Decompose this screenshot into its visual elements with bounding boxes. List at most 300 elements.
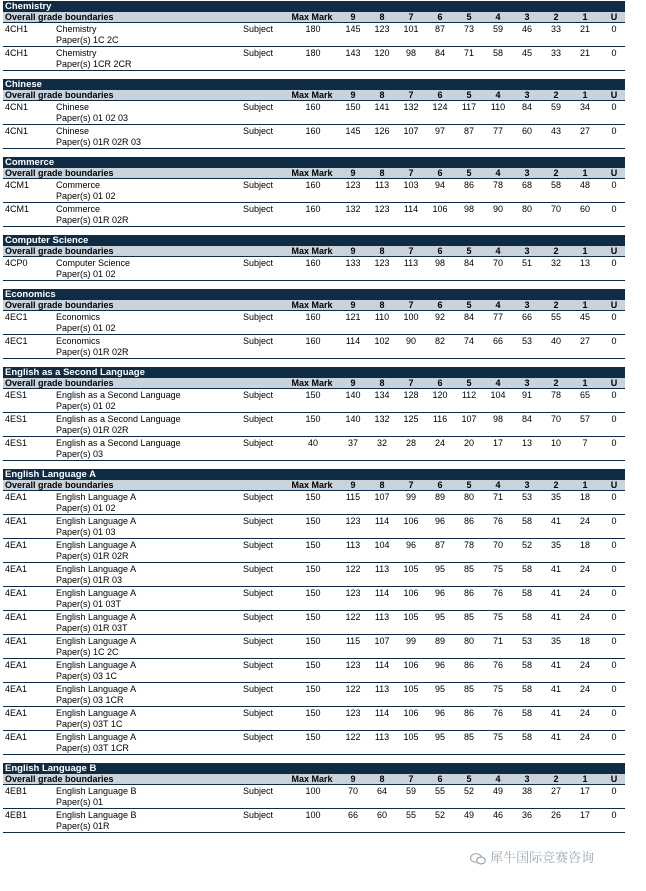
subject-name: Chinese [56, 126, 90, 136]
grade-value: 71 [463, 48, 474, 58]
table-row [3, 335, 625, 359]
max-mark: 100 [305, 786, 321, 796]
level-type: Subject [243, 540, 274, 550]
grade-value: 21 [579, 48, 590, 58]
subject-name-cell [56, 786, 137, 808]
grade-value: 27 [550, 786, 561, 796]
grade-value: 60 [579, 204, 590, 214]
subject-name-cell [56, 126, 141, 148]
grade-value: 48 [579, 180, 590, 190]
subject-section [3, 289, 625, 359]
grade-value: 80 [463, 492, 474, 502]
max-mark: 180 [305, 24, 321, 34]
level-type: Subject [243, 102, 274, 112]
grade-header: 2 [553, 12, 559, 22]
grade-value: 0 [611, 708, 617, 718]
grade-header: 1 [582, 378, 588, 388]
grade-value: 53 [521, 492, 532, 502]
grade-value: 58 [521, 516, 532, 526]
grade-header: 3 [524, 246, 530, 256]
papers: Paper(s) 01R 02R 03 [56, 137, 142, 147]
grade-header: U [610, 168, 618, 178]
table-row [3, 179, 625, 203]
grade-value: 0 [611, 786, 617, 796]
grade-value: 76 [492, 588, 503, 598]
papers: Paper(s) 01 02 [56, 323, 116, 333]
grade-value: 0 [611, 102, 617, 112]
grade-value: 85 [463, 612, 474, 622]
grade-value: 41 [550, 612, 561, 622]
grade-header: U [610, 246, 618, 256]
grade-value: 115 [345, 636, 361, 646]
grade-value: 34 [579, 102, 590, 112]
section-title: Chinese [3, 79, 625, 90]
grade-header: 7 [408, 378, 414, 388]
grade-header: U [610, 300, 618, 310]
grade-value: 124 [432, 102, 448, 112]
grade-value: 86 [463, 180, 474, 190]
grade-value: 53 [521, 636, 532, 646]
grade-value: 32 [550, 258, 561, 268]
grade-header: 2 [553, 774, 559, 784]
grade-boundaries-sheet [3, 1, 625, 841]
grade-header: 8 [379, 246, 385, 256]
overall-label: Overall grade boundaries [5, 774, 114, 784]
subject-name: Economics [56, 312, 101, 322]
grade-value: 113 [374, 612, 390, 622]
grade-value: 27 [579, 126, 590, 136]
grade-header: 4 [495, 168, 501, 178]
grade-value: 95 [434, 684, 445, 694]
papers: Paper(s) 1C 2C [56, 647, 119, 657]
table-row [3, 611, 625, 635]
grade-value: 51 [521, 258, 532, 268]
subject-name: English Language A [56, 588, 137, 598]
grade-value: 36 [521, 810, 532, 820]
level-type: Subject [243, 24, 274, 34]
grade-header: 3 [524, 480, 530, 490]
grade-value: 123 [345, 708, 361, 718]
section-title: English Language A [3, 469, 625, 480]
grade-value: 70 [550, 414, 561, 424]
table-row [3, 413, 625, 437]
grade-value: 132 [403, 102, 419, 112]
grade-value: 96 [434, 516, 445, 526]
subject-name: English Language A [56, 516, 137, 526]
level-type: Subject [243, 516, 274, 526]
table-row [3, 515, 625, 539]
grade-value: 110 [490, 102, 506, 112]
grade-value: 24 [579, 588, 590, 598]
subject-section [3, 469, 625, 755]
grade-value: 33 [550, 48, 561, 58]
watermark-text: 犀牛国际竞赛咨询 [490, 851, 595, 866]
grade-value: 107 [403, 126, 419, 136]
grade-value: 35 [550, 492, 561, 502]
grade-value: 59 [492, 24, 503, 34]
grade-value: 75 [492, 732, 503, 742]
max-mark: 150 [305, 564, 321, 574]
grade-value: 132 [345, 204, 361, 214]
subject-section [3, 1, 625, 71]
grade-value: 105 [403, 612, 419, 622]
grade-header: 7 [408, 168, 414, 178]
papers: Paper(s) 1CR 2CR [56, 59, 132, 69]
max-mark: 150 [305, 732, 321, 742]
grade-value: 52 [521, 540, 532, 550]
grade-value: 0 [611, 48, 617, 58]
grade-header: 5 [466, 168, 472, 178]
grade-header: 8 [379, 12, 385, 22]
grade-header: 4 [495, 90, 501, 100]
papers: Paper(s) 01 02 [56, 401, 116, 411]
grade-header: 4 [495, 378, 501, 388]
grade-value: 0 [611, 660, 617, 670]
grade-value: 76 [492, 516, 503, 526]
grade-value: 84 [463, 312, 474, 322]
table-row [3, 731, 625, 755]
grade-value: 38 [521, 786, 532, 796]
table-row [3, 491, 625, 515]
grade-header: 4 [495, 774, 501, 784]
grade-value: 41 [550, 564, 561, 574]
grade-value: 0 [611, 24, 617, 34]
grade-value: 55 [550, 312, 561, 322]
grade-value: 96 [434, 708, 445, 718]
max-mark: 160 [305, 258, 321, 268]
level-type: Subject [243, 390, 274, 400]
papers: Paper(s) 01 03 [56, 527, 116, 537]
grade-value: 114 [374, 516, 390, 526]
max-mark: 150 [305, 516, 321, 526]
papers: Paper(s) 01 03T [56, 599, 122, 609]
grade-value: 114 [345, 336, 361, 346]
grade-value: 60 [521, 126, 532, 136]
max-mark: 150 [305, 684, 321, 694]
grade-value: 26 [550, 810, 561, 820]
level-type: Subject [243, 660, 274, 670]
grade-value: 18 [579, 636, 590, 646]
grade-value: 24 [579, 732, 590, 742]
grade-value: 77 [492, 312, 503, 322]
grade-value: 125 [403, 414, 419, 424]
grade-value: 70 [492, 540, 503, 550]
table-row [3, 785, 625, 809]
grade-value: 0 [611, 588, 617, 598]
grade-header: 9 [350, 378, 356, 388]
grade-value: 113 [374, 180, 390, 190]
subject-name-cell [56, 660, 136, 682]
subject-name: English as a Second Language [56, 390, 181, 400]
grade-value: 114 [403, 204, 419, 214]
papers: Paper(s) 01R 02R [56, 551, 129, 561]
max-mark: 160 [305, 204, 321, 214]
grade-header: U [610, 774, 618, 784]
grade-value: 98 [405, 48, 416, 58]
overall-label: Overall grade boundaries [5, 246, 114, 256]
subject-section [3, 157, 625, 227]
grade-value: 106 [403, 708, 419, 718]
grade-header: 7 [408, 774, 414, 784]
grade-value: 84 [434, 48, 445, 58]
grade-value: 103 [403, 180, 419, 190]
max-mark: 150 [305, 390, 321, 400]
grade-header: 6 [437, 480, 443, 490]
max-mark: 150 [305, 612, 321, 622]
grade-value: 115 [345, 492, 361, 502]
subject-name: English Language A [56, 636, 137, 646]
spec-code: 4EA1 [5, 588, 28, 598]
max-mark: 100 [305, 810, 321, 820]
grade-value: 84 [521, 414, 532, 424]
max-mark-header: Max Mark [291, 300, 333, 310]
papers: Paper(s) 01R 03 [56, 575, 123, 585]
table-row [3, 659, 625, 683]
grade-value: 92 [434, 312, 445, 322]
subject-name: Commerce [56, 204, 101, 214]
grade-value: 86 [463, 708, 474, 718]
grade-value: 55 [434, 786, 445, 796]
grade-value: 41 [550, 660, 561, 670]
grade-value: 41 [550, 732, 561, 742]
grade-header: 1 [582, 168, 588, 178]
grade-value: 0 [611, 336, 617, 346]
grade-header: 3 [524, 300, 530, 310]
grade-value: 13 [521, 438, 532, 448]
section-title: Commerce [3, 157, 625, 168]
table-row [3, 101, 625, 125]
subject-name-cell [56, 684, 136, 706]
grade-header: U [610, 480, 618, 490]
subject-name: English Language B [56, 786, 137, 796]
grade-header: 7 [408, 480, 414, 490]
grade-header: 6 [437, 246, 443, 256]
grade-value: 0 [611, 516, 617, 526]
grade-header: 8 [379, 480, 385, 490]
subject-name: Economics [56, 336, 101, 346]
grade-value: 46 [492, 810, 503, 820]
max-mark: 150 [305, 588, 321, 598]
grade-value: 58 [521, 660, 532, 670]
grade-value: 99 [405, 636, 416, 646]
grade-header: 9 [350, 168, 356, 178]
grade-value: 117 [461, 102, 477, 112]
grade-value: 0 [611, 180, 617, 190]
grade-value: 145 [345, 126, 361, 136]
subject-section [3, 235, 625, 281]
level-type: Subject [243, 312, 274, 322]
grade-value: 0 [611, 684, 617, 694]
max-mark: 160 [305, 126, 321, 136]
table-row [3, 683, 625, 707]
grade-value: 145 [345, 24, 361, 34]
grade-header: 7 [408, 12, 414, 22]
max-mark: 160 [305, 180, 321, 190]
table-row [3, 563, 625, 587]
grade-value: 140 [345, 414, 361, 424]
grade-value: 97 [434, 126, 445, 136]
subject-name-cell [56, 564, 136, 586]
grade-value: 104 [374, 540, 390, 550]
grade-value: 95 [434, 732, 445, 742]
grade-value: 75 [492, 612, 503, 622]
grade-header: 6 [437, 12, 443, 22]
grade-value: 46 [521, 24, 532, 34]
spec-code: 4EA1 [5, 540, 28, 550]
table-row [3, 257, 625, 281]
grade-value: 52 [463, 786, 474, 796]
wechat-icon [470, 853, 486, 865]
grade-value: 113 [374, 732, 390, 742]
grade-header: 6 [437, 300, 443, 310]
level-type: Subject [243, 180, 274, 190]
grade-value: 0 [611, 204, 617, 214]
subject-section [3, 763, 625, 833]
grade-value: 89 [434, 492, 445, 502]
grade-value: 140 [345, 390, 361, 400]
grade-value: 94 [434, 180, 445, 190]
grade-value: 70 [550, 204, 561, 214]
table-row [3, 587, 625, 611]
grade-value: 123 [374, 258, 390, 268]
grade-header: 1 [582, 246, 588, 256]
grade-header: 5 [466, 378, 472, 388]
level-type: Subject [243, 204, 274, 214]
section-title: Computer Science [3, 235, 625, 246]
grade-header: 5 [466, 774, 472, 784]
grade-value: 78 [550, 390, 561, 400]
subject-name: Computer Science [56, 258, 131, 268]
spec-code: 4EA1 [5, 636, 28, 646]
grade-header: 1 [582, 480, 588, 490]
table-header [3, 774, 625, 785]
grade-value: 76 [492, 660, 503, 670]
grade-value: 59 [550, 102, 561, 112]
grade-header: 5 [466, 12, 472, 22]
grade-header: 5 [466, 300, 472, 310]
grade-value: 70 [347, 786, 358, 796]
grade-value: 122 [345, 732, 361, 742]
subject-name: English Language B [56, 810, 137, 820]
subject-name-cell [56, 48, 132, 70]
grade-value: 105 [403, 684, 419, 694]
papers: Paper(s) 01 02 [56, 503, 116, 513]
grade-value: 132 [374, 414, 390, 424]
spec-code: 4EC1 [5, 336, 28, 346]
grade-value: 122 [345, 564, 361, 574]
grade-value: 107 [461, 414, 477, 424]
grade-value: 85 [463, 564, 474, 574]
grade-value: 102 [374, 336, 390, 346]
subject-name: English Language A [56, 660, 137, 670]
grade-value: 87 [434, 24, 445, 34]
grade-value: 122 [345, 612, 361, 622]
grade-header: 9 [350, 12, 356, 22]
subject-name: English Language A [56, 732, 137, 742]
subject-name-cell [56, 24, 119, 46]
spec-code: 4EC1 [5, 312, 28, 322]
grade-value: 41 [550, 588, 561, 598]
grade-header: 6 [437, 774, 443, 784]
max-mark-header: Max Mark [291, 90, 333, 100]
table-row [3, 437, 625, 461]
grade-value: 95 [434, 612, 445, 622]
subject-name-cell [56, 588, 136, 610]
papers: Paper(s) 01R [56, 821, 110, 831]
grade-value: 17 [579, 786, 590, 796]
grade-value: 32 [376, 438, 387, 448]
level-type: Subject [243, 732, 274, 742]
subject-name-cell [56, 540, 136, 562]
grade-value: 120 [432, 390, 448, 400]
grade-value: 100 [403, 312, 419, 322]
grade-header: U [610, 378, 618, 388]
grade-value: 113 [345, 540, 361, 550]
spec-code: 4CP0 [5, 258, 28, 268]
max-mark: 150 [305, 708, 321, 718]
overall-label: Overall grade boundaries [5, 480, 114, 490]
overall-label: Overall grade boundaries [5, 90, 114, 100]
grade-value: 141 [374, 102, 390, 112]
grade-value: 0 [611, 126, 617, 136]
grade-value: 17 [492, 438, 503, 448]
spec-code: 4EB1 [5, 810, 28, 820]
papers: Paper(s) 01 [56, 797, 104, 807]
grade-value: 66 [347, 810, 358, 820]
subject-name: English Language A [56, 612, 137, 622]
grade-value: 73 [463, 24, 474, 34]
max-mark: 160 [305, 102, 321, 112]
grade-header: 6 [437, 168, 443, 178]
grade-value: 49 [492, 786, 503, 796]
table-row [3, 389, 625, 413]
table-row [3, 311, 625, 335]
grade-value: 55 [405, 810, 416, 820]
grade-header: 2 [553, 378, 559, 388]
subject-name-cell [56, 732, 136, 754]
level-type: Subject [243, 564, 274, 574]
grade-header: 9 [350, 300, 356, 310]
grade-value: 123 [345, 660, 361, 670]
grade-value: 123 [345, 516, 361, 526]
papers: Paper(s) 01R 02R [56, 425, 129, 435]
section-title: English Language B [3, 763, 625, 774]
overall-label: Overall grade boundaries [5, 12, 114, 22]
subject-name-cell [56, 204, 129, 226]
grade-value: 24 [434, 438, 445, 448]
level-type: Subject [243, 336, 274, 346]
subject-name-cell [56, 612, 136, 634]
grade-value: 112 [461, 390, 477, 400]
grade-value: 33 [550, 24, 561, 34]
papers: Paper(s) 03T 1CR [56, 743, 129, 753]
max-mark: 160 [305, 312, 321, 322]
grade-value: 86 [463, 660, 474, 670]
subject-name-cell [56, 258, 130, 280]
grade-value: 24 [579, 708, 590, 718]
grade-value: 37 [347, 438, 358, 448]
grade-header: 1 [582, 774, 588, 784]
section-title: Economics [3, 289, 625, 300]
papers: Paper(s) 01R 02R [56, 347, 129, 357]
grade-value: 106 [432, 204, 448, 214]
grade-value: 98 [463, 204, 474, 214]
grade-value: 98 [492, 414, 503, 424]
level-type: Subject [243, 492, 274, 502]
grade-value: 150 [345, 102, 361, 112]
grade-value: 75 [492, 684, 503, 694]
grade-value: 101 [403, 24, 419, 34]
